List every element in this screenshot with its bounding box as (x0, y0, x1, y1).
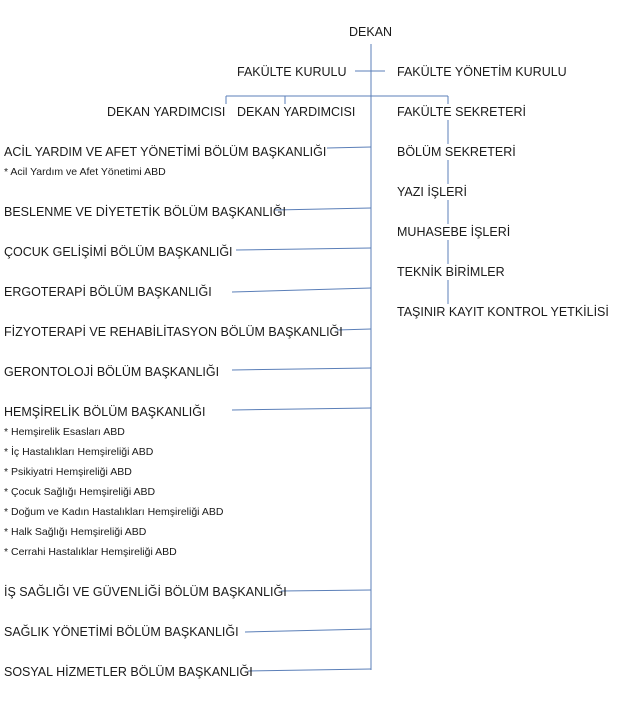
deputy-dean-node-2: DEKAN YARDIMCISI (237, 105, 356, 119)
dept-node-saglik-yonetimi: SAĞLIK YÖNETİMİ BÖLÜM BAŞKANLIĞI (4, 625, 239, 639)
faculty-executive-board-node: FAKÜLTE YÖNETİM KURULU (397, 65, 567, 79)
dept-node-fizyoterapi: FİZYOTERAPİ VE REHABİLİTASYON BÖLÜM BAŞKANLIĞI (4, 325, 343, 339)
deputy-dean-node-1: DEKAN YARDIMCISI (107, 105, 226, 119)
dept-link-gerontoloji (232, 368, 371, 370)
dept-node-gerontoloji: GERONTOLOJİ BÖLÜM BAŞKANLIĞI (4, 365, 220, 379)
faculty-board-node: FAKÜLTE KURULU (237, 65, 347, 79)
dept-sub-acil-1: * Acil Yardım ve Afet Yönetimi ABD (4, 166, 166, 178)
dept-sub-hemsirelik-6: * Halk Sağlığı Hemşireliği ABD (4, 526, 147, 538)
dept-link-cocuk (236, 248, 371, 250)
dean-node: DEKAN (349, 25, 393, 39)
dept-node-cocuk-gelisimi: ÇOCUK GELİŞİMİ BÖLÜM BAŞKANLIĞI (4, 245, 233, 259)
dept-link-acil (327, 147, 371, 148)
dept-link-is-sagligi (281, 590, 371, 591)
admin-node-accounting: MUHASEBE İŞLERİ (397, 225, 511, 239)
dept-sub-hemsirelik-4: * Çocuk Sağlığı Hemşireliği ABD (4, 486, 156, 498)
dept-link-hemsirelik (232, 408, 371, 410)
dept-sub-hemsirelik-7: * Cerrahi Hastalıklar Hemşireliği ABD (4, 546, 177, 558)
dept-sub-hemsirelik-3: * Psikiyatri Hemşireliği ABD (4, 466, 132, 478)
dept-node-beslenme: BESLENME VE DİYETETİK BÖLÜM BAŞKANLIĞI (4, 205, 287, 219)
admin-node-correspondence: YAZI İŞLERİ (397, 185, 467, 199)
dept-link-sosyal (248, 669, 371, 671)
admin-node-asset-control: TAŞINIR KAYIT KONTROL YETKİLİSİ (397, 305, 609, 319)
dept-node-hemsirelik: HEMŞİRELİK BÖLÜM BAŞKANLIĞI (4, 405, 206, 419)
dept-link-ergoterapi (232, 288, 371, 292)
dept-node-sosyal-hizmetler: SOSYAL HİZMETLER BÖLÜM BAŞKANLIĞI (4, 665, 253, 679)
dept-node-ergoterapi: ERGOTERAPİ BÖLÜM BAŞKANLIĞI (4, 285, 212, 299)
dept-link-beslenme (275, 208, 371, 210)
admin-node-department-secretary: BÖLÜM SEKRETERİ (397, 145, 516, 159)
dept-node-acil: ACİL YARDIM VE AFET YÖNETİMİ BÖLÜM BAŞKANLIĞI (4, 145, 327, 159)
admin-node-faculty-secretary: FAKÜLTE SEKRETERİ (397, 105, 526, 119)
admin-node-technical-units: TEKNİK BİRİMLER (397, 265, 505, 279)
dept-sub-hemsirelik-5: * Doğum ve Kadın Hastalıkları Hemşireliği ABD (4, 506, 224, 518)
dept-link-saglik-yonetimi (245, 629, 371, 632)
dept-sub-hemsirelik-1: * Hemşirelik Esasları ABD (4, 426, 125, 438)
dept-sub-hemsirelik-2: * İç Hastalıkları Hemşireliği ABD (4, 446, 154, 458)
dept-node-is-sagligi: İŞ SAĞLIĞI VE GÜVENLİĞİ BÖLÜM BAŞKANLIĞI (4, 585, 287, 599)
